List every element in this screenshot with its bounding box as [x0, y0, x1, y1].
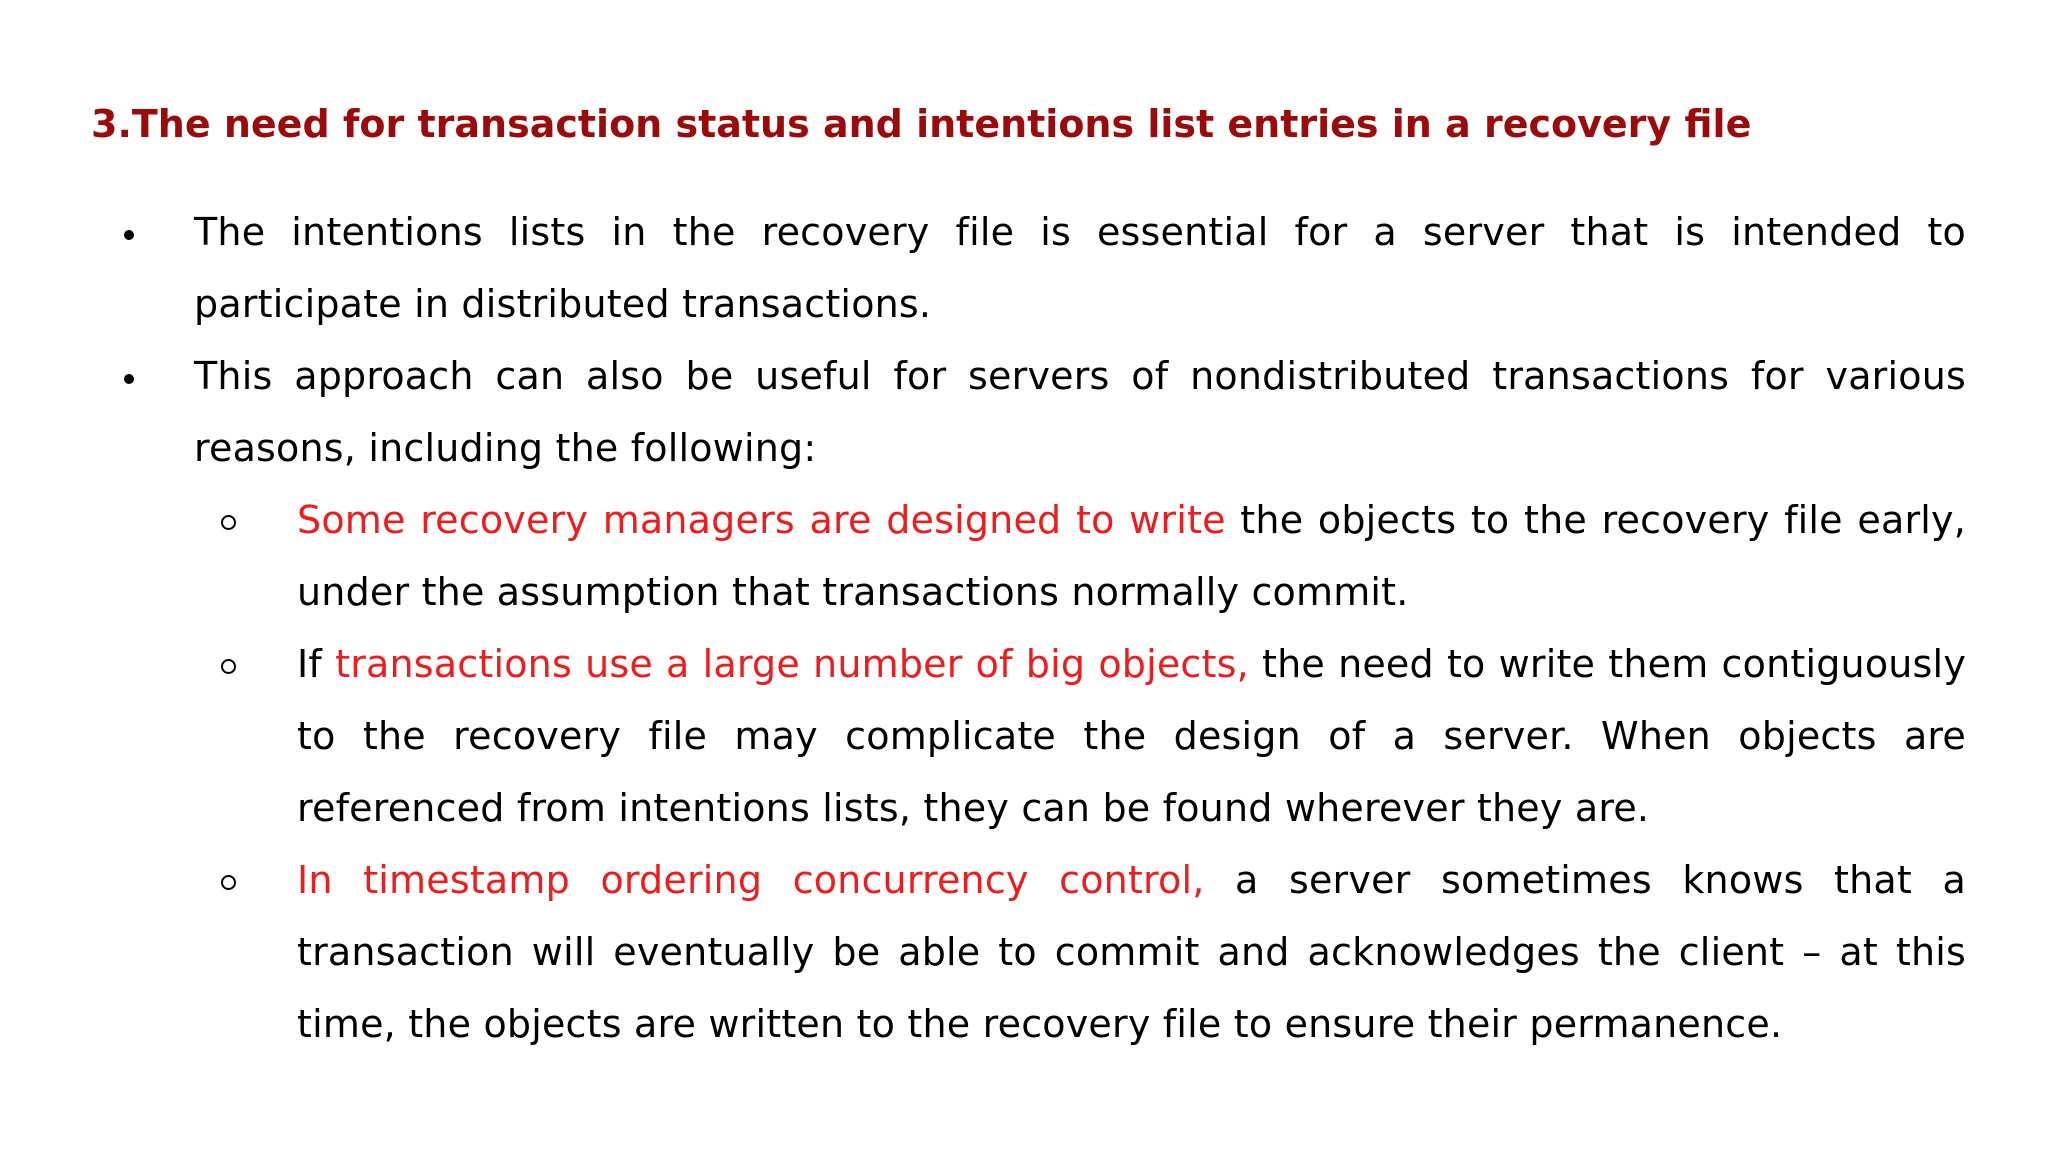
sub-bullet-text-after: the objects to the recovery file early, under the assumption that transactions normally commit. [297, 498, 1966, 614]
bullet-item-1 [194, 196, 1966, 340]
sub-bullet-item-1 [297, 484, 1966, 628]
bullet-list [0, 196, 2048, 1060]
bullet-dot-icon [124, 340, 134, 412]
bullet-item-2 [194, 340, 1966, 484]
sub-bullet-text-after: the need to write them contiguously to the recovery file may complicate the design of a server. When objects are referenced from intentions lists, they can be found wherever they are. [297, 642, 1967, 830]
sub-bullet-highlight: In timestamp ordering concurrency control, [297, 858, 1205, 902]
bullet-circle-icon [221, 844, 236, 916]
bullet-text: This approach can also be useful for servers of nondistributed transactions for various reasons, including the following: [194, 354, 1966, 470]
sub-bullet-highlight: transactions use a large number of big objects, [335, 642, 1249, 686]
sub-bullet-text-before: If [297, 642, 336, 686]
slide-title: 3.The need for transaction status and intentions list entries in a recovery file [91, 102, 1752, 146]
sub-bullet-highlight: Some recovery managers are designed to write [297, 498, 1226, 542]
sub-bullet-item-3 [297, 844, 1966, 1060]
sub-bullet-text-after: a server sometimes knows that a transaction will eventually be able to commit and acknowledges the client – at this time, the objects are written to the recovery file to ensure their permanence. [297, 858, 1966, 1046]
bullet-circle-icon [221, 484, 236, 556]
sub-bullet-item-2 [297, 628, 1966, 844]
bullet-circle-icon [221, 628, 236, 700]
bullet-text: The intentions lists in the recovery file is essential for a server that is intended to participate in distributed transactions. [194, 210, 1966, 326]
bullet-dot-icon [124, 196, 134, 268]
